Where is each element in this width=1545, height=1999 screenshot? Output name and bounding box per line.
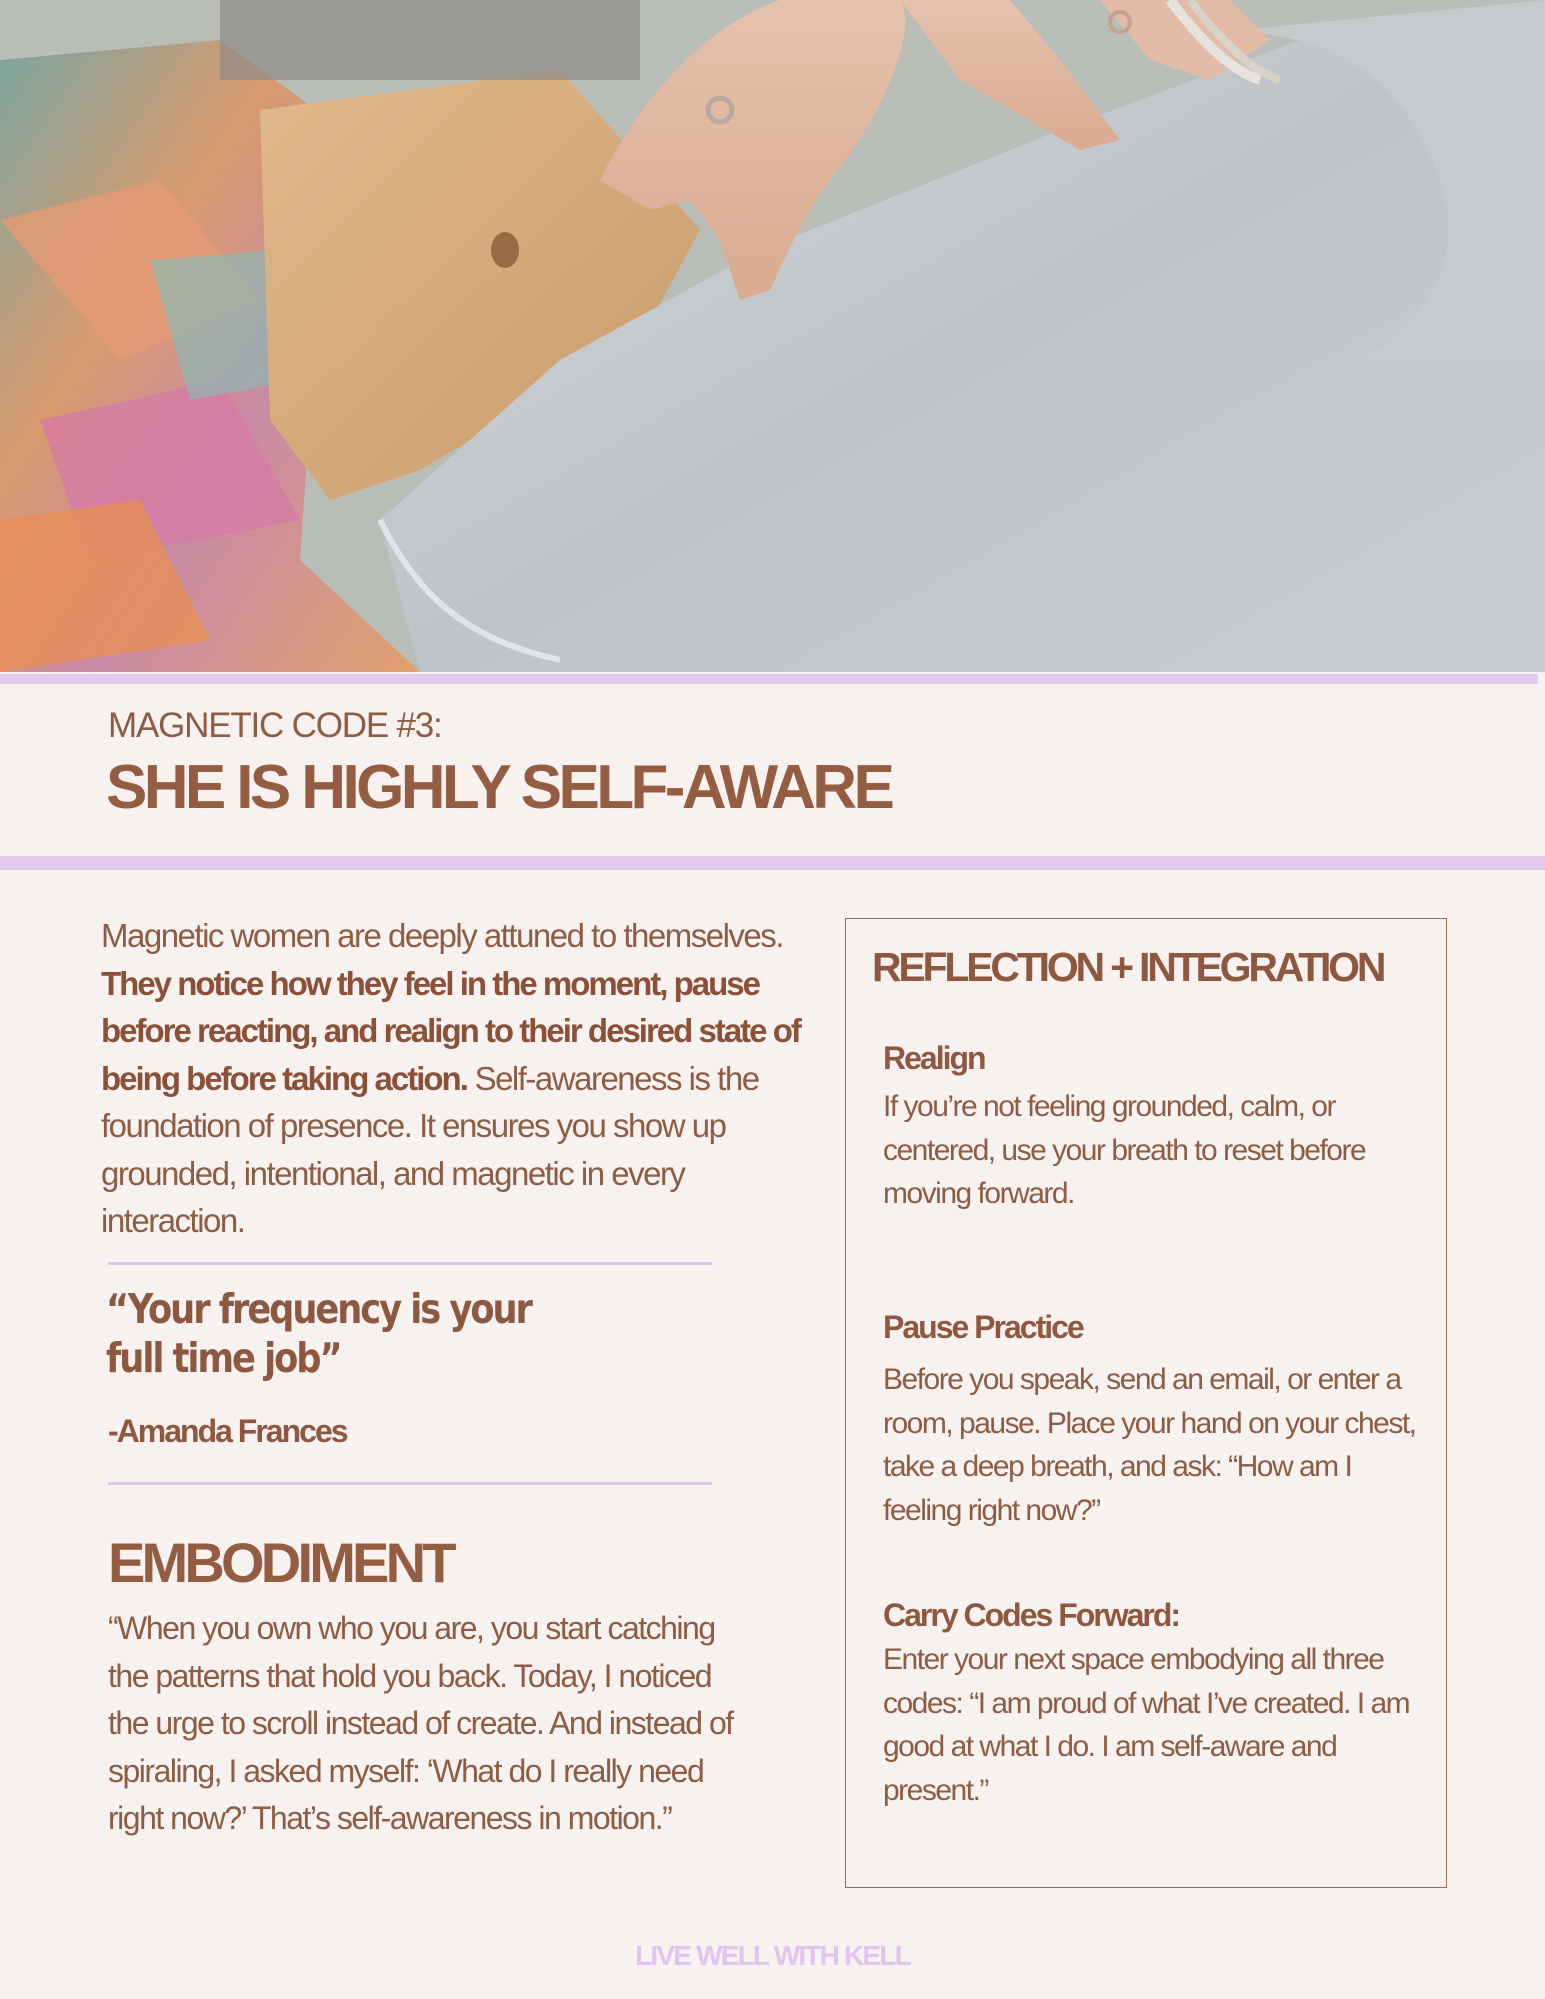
intro-bold: They notice how they feel in the moment, pause before reacting, and realign to their desired state of being before taking action. bbox=[101, 964, 800, 1097]
intro-paragraph bbox=[101, 912, 801, 1245]
embodiment-text: “When you own who you are, you start catching the patterns that hold you back. Today, I noticed the urge to scroll instead of create. And instead of spiraling, I asked myself: ‘What do I really need right now?’ That’s self-awareness in motion.” bbox=[108, 1610, 733, 1836]
quote-divider-top bbox=[108, 1262, 712, 1265]
photo-of-hands-on-knee-icon bbox=[0, 0, 1545, 672]
hero-photo bbox=[0, 0, 1545, 672]
bottom-accent-line bbox=[0, 856, 1545, 870]
intro-lead: Magnetic women are deeply attuned to themselves. bbox=[101, 917, 783, 954]
pull-quote: “Your frequency is your full time job” bbox=[106, 1285, 531, 1382]
intro-rest: Self-awareness is the foundation of presence. It ensures you show up grounded, intentional, and magnetic in every interaction. bbox=[101, 1059, 759, 1239]
page-title: SHE IS HIGHLY SELF-AWARE bbox=[106, 753, 892, 822]
reflection-item-heading: Realign bbox=[883, 1040, 985, 1076]
reflection-item-heading: Carry Codes Forward: bbox=[883, 1597, 1180, 1633]
quote-author: -Amanda Frances bbox=[108, 1413, 347, 1449]
reflection-item-body: If you’re not feeling grounded, calm, or centered, use your breath to reset before moving forward. bbox=[883, 1090, 1366, 1210]
embodiment-heading: EMBODIMENT bbox=[108, 1531, 453, 1594]
reflection-item-body: Before you speak, send an email, or enter a room, pause. Place your hand on your chest, take a deep breath, and ask: “How am I feeling right now?” bbox=[883, 1363, 1416, 1527]
top-accent-line bbox=[0, 674, 1538, 684]
quote-divider-bottom bbox=[108, 1482, 712, 1485]
reflection-item-body: Enter your next space embodying all three codes: “I am proud of what I’ve created. I am good at what I do. I am self-aware and present.” bbox=[883, 1643, 1410, 1807]
reflection-item-heading: Pause Practice bbox=[883, 1309, 1083, 1345]
section-eyebrow: MAGNETIC CODE #3: bbox=[108, 706, 442, 745]
reflection-title: REFLECTION + INTEGRATION bbox=[872, 944, 1384, 990]
footer-brand: LIVE WELL WITH KELL bbox=[635, 1940, 910, 1971]
